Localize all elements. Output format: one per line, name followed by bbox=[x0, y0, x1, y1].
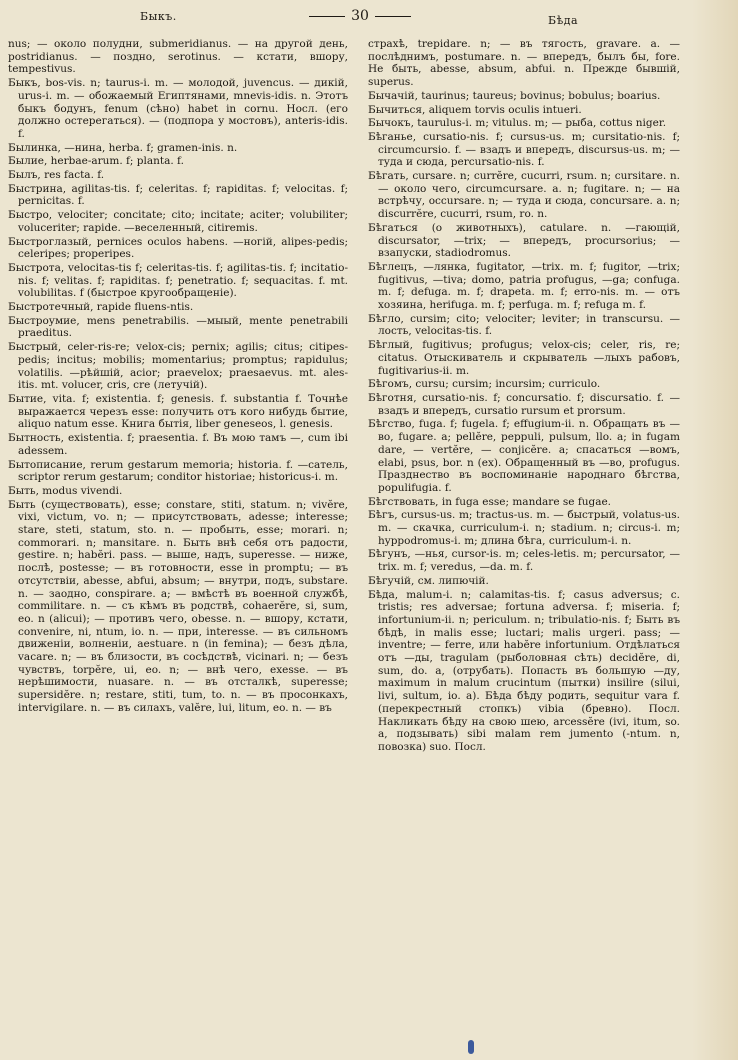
running-head bbox=[0, 10, 738, 32]
dictionary-entry: Быть (существовать), esse; constare, stiti, statum. n; vivĕre, vixi, victum, vo. n; — присутствовать, adesse; interesse; stare, steti, statum, sto. n. — пробыть, esse; morari. n; commorari. n; mansitare. n. Быть внѣ себя отъ радости, gestire. n; habĕri. pass. — выше, надъ, superesse. — ниже, послѣ, postesse; — въ готовности, esse in promptu; — въ отсутствіи, abesse, abfui, absum; — внутри, подъ, substare. n. — заодно, conspirare. a; — вмѣстѣ въ военной службѣ, commilitare. n. — съ кѣмъ въ родствѣ, cohaerĕre, si, sum, eo. n (alicui); — противъ чего, obesse. n. — вшору, кстати, convenire, ni, ntum, io. n. — при, interesse. — въ сильномъ движеніи, волненіи, aestuare. n (in femina); — безъ дѣла, vacare. n; — въ близости, въ сосѣдствѣ, vicinari. n; — безъ чувствъ, torpĕre, ui, eo. n; — внѣ чего, exesse. — въ нерѣшимости, nuasare. n. — въ отсталкѣ, superesse; supersidĕre. n; restare, stiti, tum, to. n. — въ просонкахъ, intervigilare. n. — въ силахъ, valĕre, lui, litum, eo. n. — въ bbox=[8, 498, 348, 714]
dictionary-entry: Бытописание, rerum gestarum memoria; historia. f. —сатель, scriptor rerum gestarum; conditor historiae; historicus-i. m. bbox=[8, 458, 348, 484]
dictionary-entry: Быть, modus vivendi. bbox=[8, 484, 123, 497]
dictionary-entry: Быстротечный, rapide fluens-ntis. bbox=[8, 301, 194, 314]
dictionary-entry: Быстрина, agilitas-tis. f; celeritas. f; rapiditas. f; velocitas. f; pernicitas. f. bbox=[8, 182, 348, 208]
dictionary-entry: Бѣгучій, см. липючій. bbox=[368, 574, 489, 587]
dictionary-entry: Бѣгло, cursim; cito; velociter; leviter; in transcursu. —лость, velocitas-tis. f. bbox=[368, 312, 680, 338]
dictionary-entry: Бѣготня, cursatio-nis. f; concursatio. f; discursatio. f. — взадъ и впередъ, cursatio rursum et prorsum. bbox=[368, 391, 680, 417]
right-catchword: Бѣда bbox=[548, 14, 579, 27]
dictionary-entry: Быстрота, velocitas-tis f; celeritas-tis. f; agilitas-tis. f; incitatio-nis. f; velitas. f; rapiditas. f; penetratio. f; sequacitas. f. mt. volubilitas. f (быстрое кругообращеніе). bbox=[8, 261, 348, 300]
dictionary-entry: Быстроглазый, pernices oculos habens. —ногій, alipes-pedis; celeripes; properipes. bbox=[8, 235, 348, 261]
dictionary-entry: Бѣгство, fuga. f; fugela. f; effugium-ii. n. Обращать въ —во, fugare. a; pellĕre, peppuli, pulsum, llo. a; in fugam dare, — vertĕre, — conjicĕre. a; спасаться —вомъ, elabi, psus, bor. n (ex). Обращенный въ —во, profugus. Празднество въ воспоминаніе народнаго бѣгства, populifugia. f. bbox=[368, 418, 680, 494]
dictionary-entry: Быкъ, bos-vis. n; taurus-i. m. — молодой, juvencus. — дикій, urus-i. m. — обожаемый Египтянами, mnevis-idis. n. Этотъ быкъ бодунъ, fenum (сѣно) habet in cornu. Носл. (его должно остерегаться). — (подпора у мостовъ), anteris-idis. f. bbox=[8, 77, 348, 140]
dictionary-entry: nus; — около полудни, submeridianus. — на другой день, postridianus. — поздно, serotinus. — кстати, вшору, tempestivus. bbox=[8, 38, 348, 76]
dictionary-entry: Бѣгъ, cursus-us. m; tractus-us. m. — быстрый, volatus-us. m. — скачка, curriculum-i. n; stadium. n; circus-i. m; hyppodromus-i. m; длина бѣга, curriculum-i. n. bbox=[368, 509, 680, 547]
dictionary-entry: Быстро, velociter; concitate; cito; incitate; aciter; volubiliter; voluceriter; rapide. —веселенный, citiremis. bbox=[8, 209, 348, 234]
left-column bbox=[8, 38, 348, 1038]
dictionary-entry: Бычиться, aliquem torvis oculis intueri. bbox=[368, 103, 582, 116]
page-number-block bbox=[290, 8, 430, 24]
dictionary-entry: Быстрый, celer-ris-re; velox-cis; pernix; agilis; citus; citipes-pedis; incitus; mobilis; momentarius; promptus; rapidulus; volatilis. —рѣйшій, acior; praevelox; praesaevus. mt. ales-itis. mt. volucer, cris, cre (летучій). bbox=[8, 341, 348, 392]
dictionary-entry: Бѣглецъ, —лянка, fugitator, —trix. m. f; fugitor, —trix; fugitivus, —tiva; domo, patria profugus, —ga; confuga. m. f; defuga. m. f; drapeta. m. f; erro-nis. m. — отъ хозяина, herifuga. m. f; perfuga. m. f; refuga m. f. bbox=[368, 260, 680, 312]
dictionary-entry: Бѣганье, cursatio-nis. f; cursus-us. m; cursitatio-nis. f; circumcursio. f. — взадъ и впередъ, discursus-us. m; — туда и сюда, percursatio-nis. f. bbox=[368, 130, 680, 169]
ink-mark bbox=[468, 1040, 474, 1054]
dictionary-entry: Бѣгаться (о животныхъ), catulare. n. —гающій, discursator, —trix; — впередъ, procursorius; — взапуски, stadiodromus. bbox=[368, 221, 680, 260]
dictionary-entry: Былие, herbae-arum. f; planta. f. bbox=[8, 155, 184, 168]
dictionary-entry: Бѣгомъ, cursu; cursim; incursim; curriculo. bbox=[368, 378, 601, 391]
dictionary-entry: Былинка, —нина, herba. f; gramen-inis. n. bbox=[8, 141, 238, 154]
dictionary-entry: Бѣглый, fugitivus; profugus; velox-cis; celer, ris, re; citatus. Отыскиватель и скрыватель —лыхъ рабовъ, fugitivarius-ii. m. bbox=[368, 339, 680, 377]
dictionary-entry: Бѣгствовать, in fuga esse; mandare se fugae. bbox=[368, 495, 612, 508]
dictionary-entry: Бѣгать, cursare. n; currĕre, cucurri, rsum. n; cursitare. n. — около чего, circumcursare. a. n; fugitare. n; — на встрѣчу, occursare. n; — туда и сюда, concursare. a. n; discurrĕre, cucurri, rsum, ro. n. bbox=[368, 170, 680, 221]
dictionary-entry: Былъ, res facta. f. bbox=[8, 169, 105, 182]
dictionary-entry: Бытие, vita. f; existentia. f; genesis. f. substantia f. Точнѣе выражается черезъ esse: получить отъ кого нибудь бытие, aliquo natum esse. Книга бытія, liber geneseos, l. genesis. bbox=[8, 392, 348, 431]
page-edge-shadow bbox=[692, 0, 738, 1060]
dictionary-entry: Быстроумие, mens penetrabilis. —мыый, mente penetrabili praeditus. bbox=[8, 314, 348, 340]
page-number: 30 bbox=[351, 8, 369, 24]
dictionary-entry: Бычокъ, taurulus-i. m; vitulus. m; — рыба, cottus niger. bbox=[368, 117, 667, 130]
dictionary-entry: страхѣ, trepidare. n; — въ тягость, gravare. a. — послѣднимъ, postumare. n. — впередъ, былъ бы, fore. Не быть, abesse, absum, abfui. n. Прежде бывшій, superus. bbox=[368, 38, 680, 89]
left-catchword: Быкъ. bbox=[140, 10, 177, 23]
page-number-rule-right bbox=[375, 16, 411, 17]
page-number-rule-left bbox=[309, 16, 345, 17]
dictionary-entry: Бѣда, malum-i. n; calamitas-tis. f; casus adversus; c. tristis; res adversae; fortuna adversa. f; miseria. f; infortunium-ii. n; periculum. n; tribulatio-nis. f; Быть въ бѣдѣ, in malis esse; luctari; malis urgeri. pass; — inventre; — ferre, или habĕre infortunium. Отдѣлаться отъ —ды, tragulam (рыболовная сѣть) decidĕre, di, sum, do. a, (отрубать). Попасть въ большую —ду, maximum in malum crucintum (пытки) insilire (silui, livi, sultum, io. a). Бѣда бѣду родить, sequitur vara f. (перекрестный стопкъ) vibia (бревно). Посл. Накликать бѣду на свою шею, arcessĕre (ivi, itum, so. a, подзывать) sibi malam rem jumento (-ntum. n, повозка) suo. Посл. bbox=[368, 588, 680, 753]
right-column bbox=[368, 38, 680, 1038]
dictionary-entry: Бытность, existentia. f; praesentia. f. Въ мою тамъ —, cum ibi adessem. bbox=[8, 432, 348, 457]
dictionary-entry: Бѣгунъ, —нья, cursor-is. m; celes-letis. m; percursator, —trix. m. f; veredus, —da. m. f. bbox=[368, 548, 680, 574]
dictionary-entry: Бычачій, taurinus; taureus; bovinus; bobulus; boarius. bbox=[368, 89, 661, 102]
